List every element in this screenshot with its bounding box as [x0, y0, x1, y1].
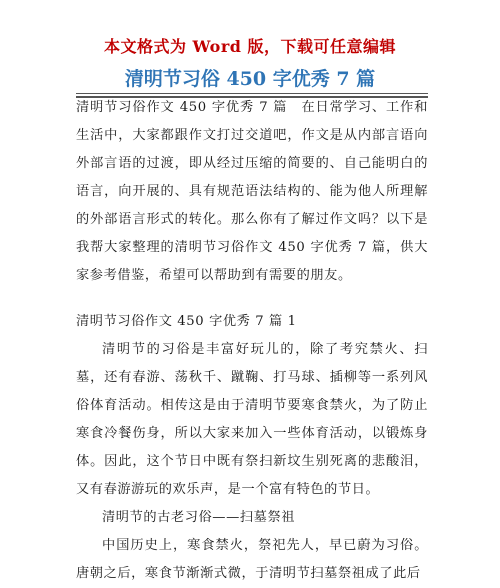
- intro-paragraph: [76, 94, 428, 290]
- section-heading-text: 清明节习俗作文 450 字优秀 7 篇 1: [76, 314, 297, 329]
- article-subheading: 清明节的古老习俗——扫墓祭祖: [102, 510, 296, 525]
- format-banner: 本文格式为 Word 版，下载可任意编辑: [103, 37, 397, 56]
- article-body: [76, 336, 428, 588]
- article-paragraph: 中国历史上，寒食禁火，祭祀先人，早已蔚为习俗。唐朝之后，寒食节渐渐式微，于清明节扫墓祭祖成了此后: [76, 538, 428, 581]
- section-heading: [76, 308, 428, 336]
- article-paragraph: 清明节的习俗是丰富好玩儿的，除了考究禁火、扫墓，还有春游、荡秋千、蹴鞠、打马球、插柳等一系列风俗体育活动。相传这是由于清明节要寒食禁火，为了防止寒食冷餐伤身，所以大家来加入一些体育活动，以锻炼身体。因此，这个节日中既有祭扫新坟生别死离的悲酸泪，又有春游游玩的欢乐声，是一个富有特色的节日。: [76, 342, 428, 497]
- document-title: 清明节习俗 450 字优秀 7 篇: [124, 68, 376, 90]
- intro-text: 清明节习俗作文 450 字优秀 7 篇 在日常学习、工作和生活中，大家都跟作文打过交道吧，作文是从内部言语向外部言语的过渡，即从经过压缩的简要的、自己能明白的语言，向开展的、具有规范语法结构的、能为他人所理解的外部语言形式的转化。那么你有了解过作文吗？以下是我帮大家整理的清明节习俗作文 450 字优秀 7 篇，供大家参考借鉴，希望可以帮助到有需要的朋友。: [76, 100, 428, 283]
